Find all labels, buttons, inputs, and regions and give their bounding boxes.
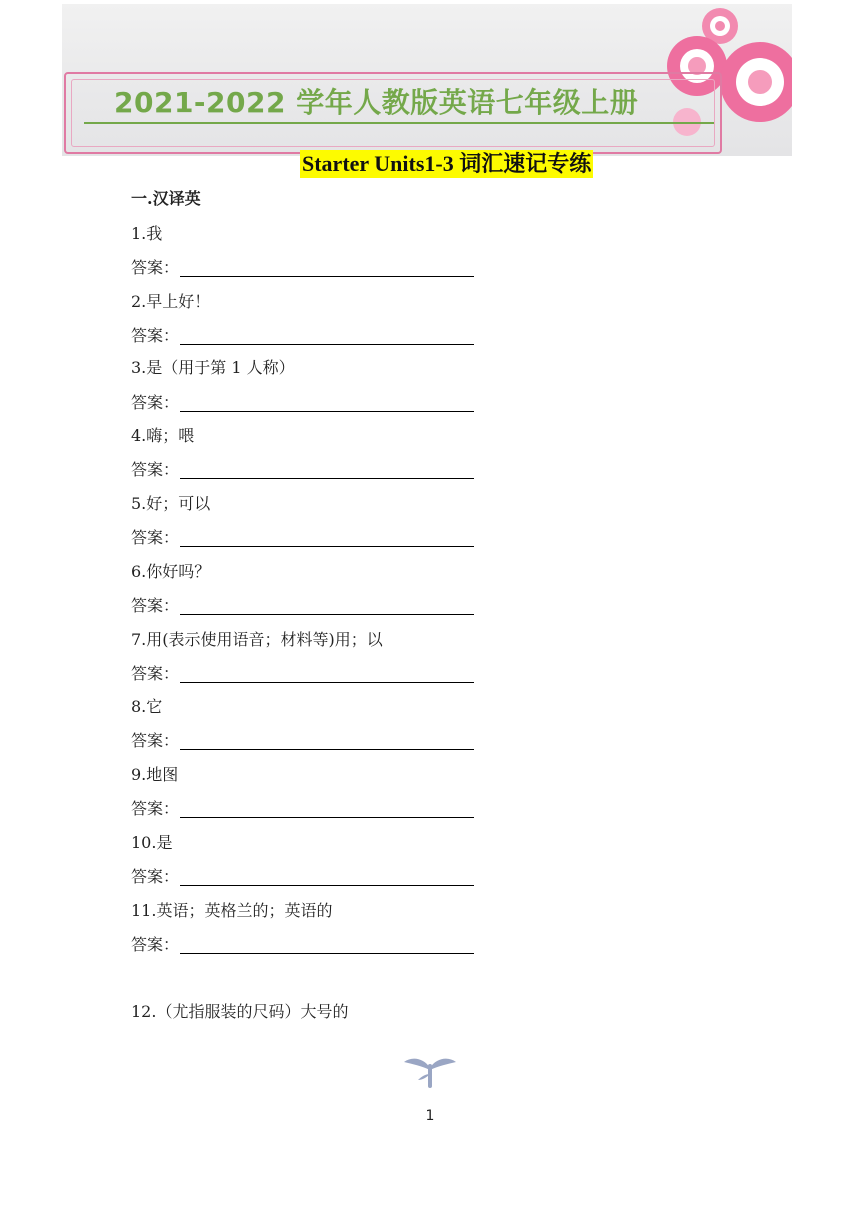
answer-row-6 [131, 596, 474, 616]
answer-label: 答案： [131, 528, 180, 547]
answer-label: 答案： [131, 664, 180, 683]
answer-blank-6[interactable] [180, 596, 474, 615]
answer-blank-9[interactable] [180, 799, 474, 818]
question-2: 2.早上好！ [131, 292, 211, 311]
answer-label: 答案： [131, 393, 180, 412]
answer-row-7 [131, 664, 474, 684]
answer-row-11 [131, 935, 474, 955]
question-12: 12.（尤指服装的尺码）大号的 [131, 1002, 349, 1021]
answer-row-8 [131, 731, 474, 751]
page-number: 1 [425, 1108, 435, 1124]
question-11: 11.英语；英格兰的；英语的 [131, 901, 333, 920]
answer-row-1 [131, 258, 474, 278]
sprout-ornament-icon [402, 1052, 458, 1088]
answer-blank-4[interactable] [180, 460, 474, 479]
answer-row-5 [131, 528, 474, 548]
answer-row-10 [131, 867, 474, 887]
answer-label: 答案： [131, 799, 180, 818]
question-4: 4.嗨；喂 [131, 426, 195, 445]
answer-label: 答案： [131, 867, 180, 886]
answer-blank-1[interactable] [180, 258, 474, 277]
answer-label: 答案： [131, 596, 180, 615]
answer-label: 答案： [131, 935, 180, 954]
question-9: 9.地图 [131, 765, 179, 784]
answer-row-2 [131, 326, 474, 346]
answer-row-3 [131, 393, 474, 413]
answer-blank-2[interactable] [180, 326, 474, 345]
section-heading: 一.汉译英 [131, 189, 201, 208]
page-title: 2021-2022 学年人教版英语七年级上册 [84, 84, 714, 124]
answer-blank-8[interactable] [180, 731, 474, 750]
question-10: 10.是 [131, 833, 173, 852]
answer-label: 答案： [131, 460, 180, 479]
answer-blank-3[interactable] [180, 393, 474, 412]
answer-blank-11[interactable] [180, 935, 474, 954]
question-1: 1.我 [131, 224, 163, 243]
page-subtitle: Starter Units1-3 词汇速记专练 [302, 151, 592, 176]
question-3: 3.是（用于第 1 人称） [131, 358, 295, 377]
answer-row-4 [131, 460, 474, 480]
answer-blank-10[interactable] [180, 867, 474, 886]
question-6: 6.你好吗？ [131, 562, 211, 581]
question-5: 5.好；可以 [131, 494, 211, 513]
answer-row-9 [131, 799, 474, 819]
question-8: 8.它 [131, 697, 163, 716]
answer-label: 答案： [131, 258, 180, 277]
answer-label: 答案： [131, 731, 180, 750]
question-7: 7.用(表示使用语音；材料等)用；以 [131, 630, 383, 649]
answer-blank-7[interactable] [180, 664, 474, 683]
answer-label: 答案： [131, 326, 180, 345]
answer-blank-5[interactable] [180, 528, 474, 547]
